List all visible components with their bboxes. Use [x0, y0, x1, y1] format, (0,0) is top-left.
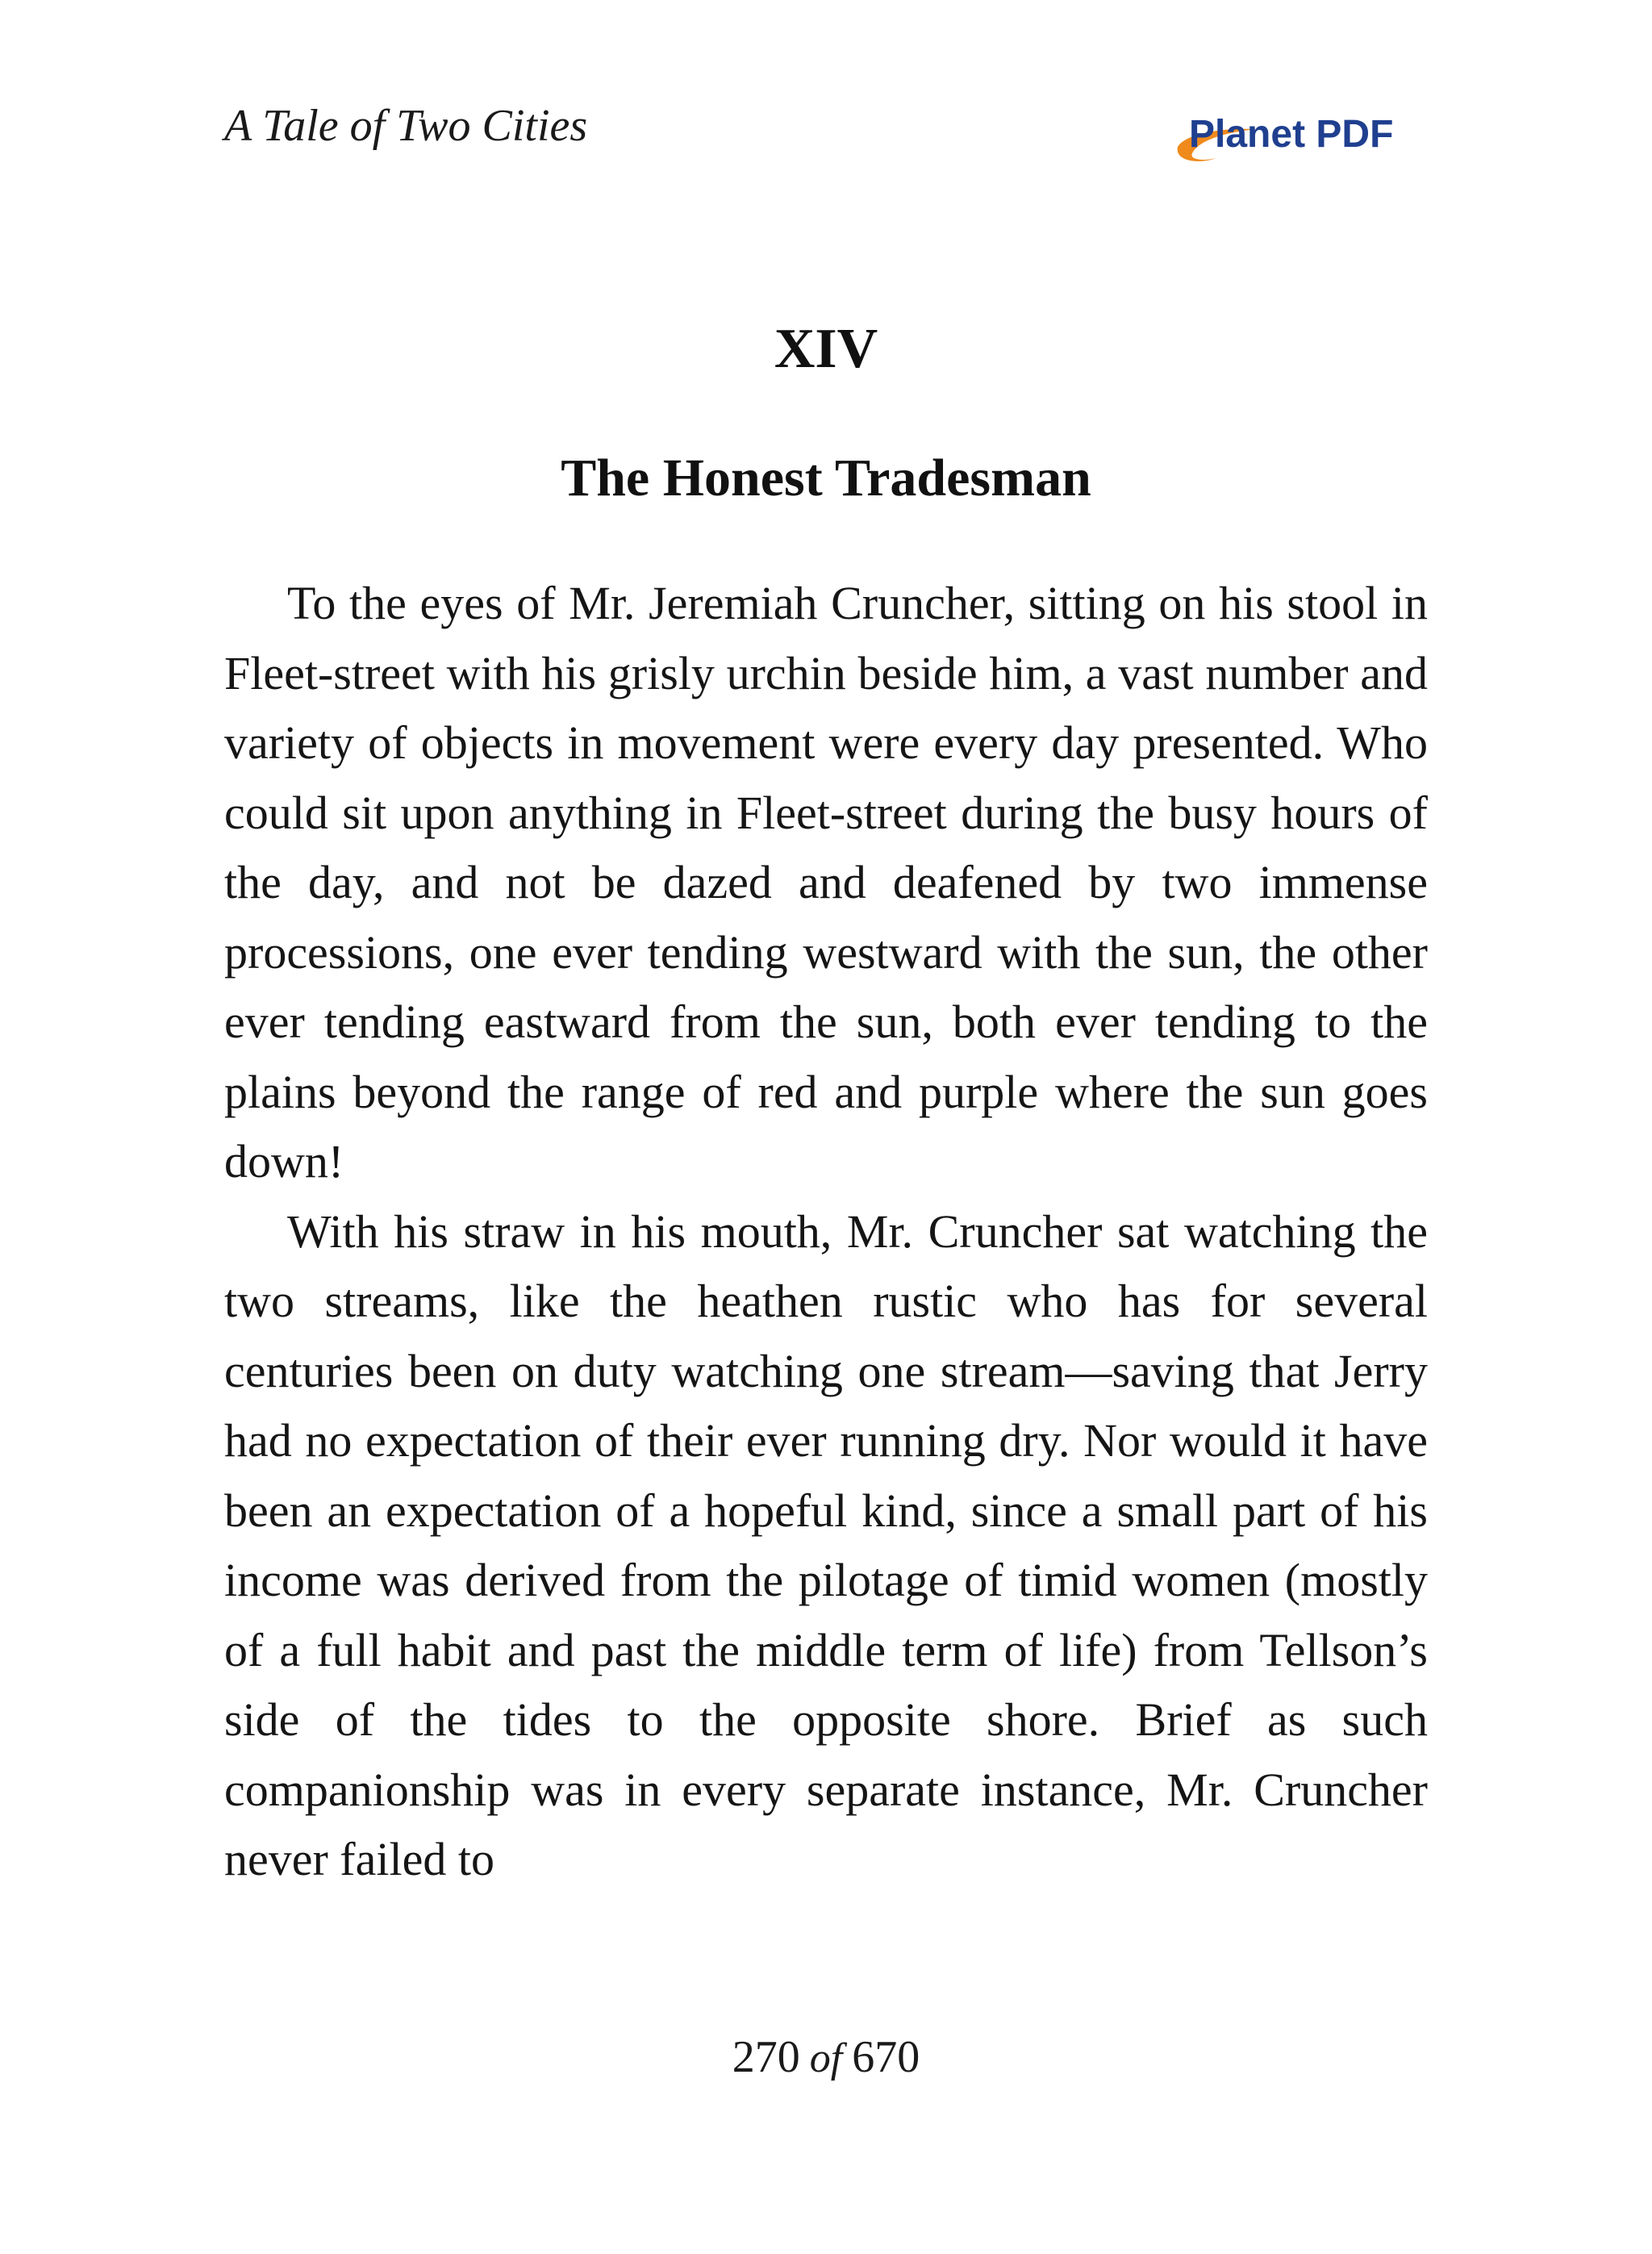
running-head-book-title: A Tale of Two Cities	[224, 101, 588, 151]
body-paragraph: To the eyes of Mr. Jeremiah Cruncher, sitting on his stool in Fleet-street with his grisly urchin beside him, a vast number and variety of objects in movement were every day presented. Who could sit upon anything in Fleet-street during the busy hours of the day, and not be dazed and deafened by two immense processions, one ever tending westward with the sun, the other ever tending eastward from the sun, both ever tending to the plains beyond the range of red and purple where the sun goes down!	[224, 577, 1428, 1188]
planet-pdf-logo-mark	[1168, 97, 1426, 174]
planet-pdf-logo	[1168, 97, 1426, 174]
body-paragraph: With his straw in his mouth, Mr. Cruncher sat watching the two streams, like the heathen rustic who has for several centuries been on duty watching one stream—saving that Jerry had no expectation of their ever running dry. Nor would it have been an expectation of a hopeful kind, since a small part of his income was derived from the pilotage of timid women (mostly of a full habit and past the middle term of life) from Tellson’s side of the tides to the opposite shore. Brief as such companionship was in every separate instance, Mr. Cruncher never failed to	[224, 1204, 1428, 1885]
logo-text: Planet PDF	[1189, 113, 1394, 156]
page-number	[0, 2032, 1652, 2082]
current-page: 270	[732, 2032, 800, 2082]
chapter-number: XIV	[774, 318, 878, 380]
chapter-body	[224, 569, 1428, 1895]
chapter-title: The Honest Tradesman	[561, 449, 1091, 507]
page-of-label: of	[809, 2035, 843, 2081]
total-pages: 670	[852, 2032, 920, 2082]
